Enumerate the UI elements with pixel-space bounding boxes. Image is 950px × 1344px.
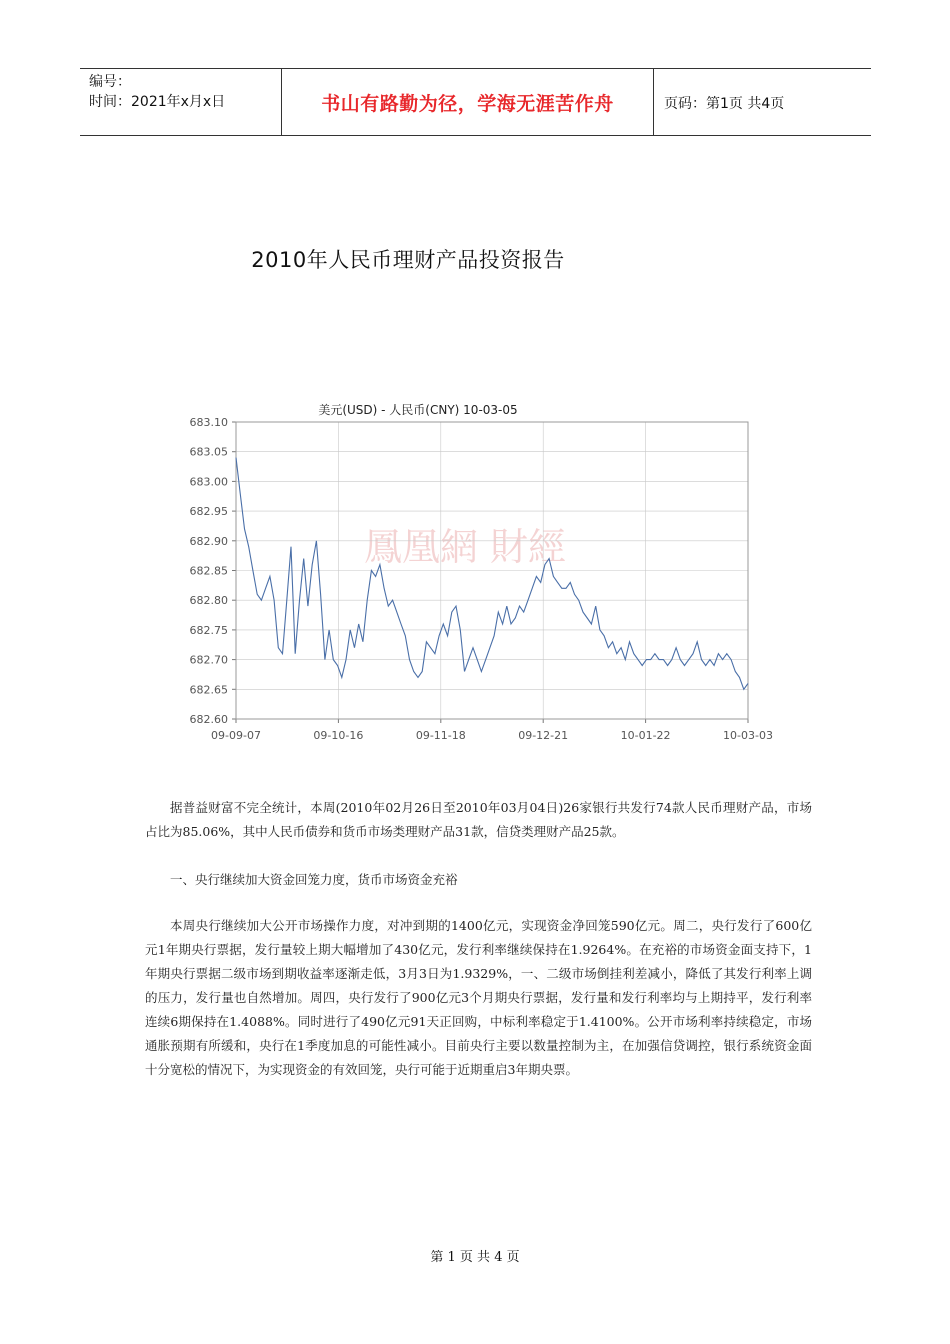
y-tick-label: 683.00 (189, 475, 228, 489)
y-tick-label: 682.70 (189, 653, 228, 667)
header-page-label: 页码：第1页 共4页 (664, 96, 785, 112)
section-heading-1: 一、央行继续加大资金回笼力度，货币市场资金充裕 (170, 872, 458, 887)
y-tick-label: 682.85 (189, 564, 228, 578)
y-tick-label: 682.80 (189, 594, 228, 608)
x-tick-label: 09-09-07 (211, 729, 261, 742)
y-tick-label: 683.05 (189, 445, 228, 459)
chart-title: 美元(USD) - 人民币(CNY) 10-03-05 (318, 403, 518, 417)
usd-cny-series-line (236, 458, 748, 690)
chart-grid (236, 422, 748, 719)
paragraph-central-bank: 本周央行继续加大公开市场操作力度，对冲到期的1400亿元，实现资金净回笼590亿元。周二，央行发行了600亿元1年期央行票据，发行量较上期大幅增加了430亿元，发行利率继续保持在1.9264%。在充裕的市场资金面支持下，1年期央行票据二级市场到期收益率逐渐走低，3月3日为1.9329%，一、二级市场倒挂利差减小，降低了其发行利率上调的压力，发行量也自然增加。周四，央行发行了900亿元3个月期央行票据，发行量和发行利率均与上期持平，发行利率连续6期保持在1.4088%。同时进行了490亿元91天正回购，中标利率稳定于1.4100%。公开市场利率持续稳定，市场通胀预期有所缓和，央行在1季度加息的可能性减小。目前央行主要以数量控制为主，在加强信贷调控，银行系统资金面十分宽松的情况下，为实现资金的有效回笼，央行可能于近期重启3年期央票。 (145, 918, 812, 1077)
header-time-label: 时间：2021年x月x日 (89, 94, 226, 110)
paragraph-summary: 据普益财富不完全统计，本周(2010年02月26日至2010年03月04日)26家银行共发行74款人民币理财产品，市场占比为85.06%，其中人民币债券和货币市场类理财产品31款，信贷类理财产品25款。 (145, 800, 812, 839)
x-axis-ticks (211, 719, 773, 742)
x-tick-label: 10-01-22 (620, 729, 671, 742)
chart-watermark: 鳳凰網 財經 (363, 525, 567, 569)
header-number-label: 编号： (89, 74, 131, 90)
page-footer: 第 1 页 共 4 页 (430, 1250, 520, 1265)
header-motto: 书山有路勤为径，学海无涯苦作舟 (321, 92, 614, 115)
y-tick-label: 682.75 (189, 623, 228, 637)
x-tick-label: 10-03-03 (723, 729, 773, 742)
exchange-rate-chart (170, 392, 780, 752)
y-tick-label: 682.90 (189, 534, 228, 548)
x-tick-label: 09-12-21 (518, 729, 569, 742)
header-meta (89, 72, 225, 112)
header-divider (653, 68, 654, 136)
x-tick-label: 09-11-18 (415, 729, 466, 742)
y-tick-label: 682.65 (189, 683, 228, 697)
y-tick-label: 682.95 (189, 505, 228, 519)
document-title: 2010年人民币理财产品投资报告 (251, 248, 565, 272)
y-axis-ticks (190, 416, 237, 726)
y-tick-label: 682.60 (189, 713, 228, 726)
y-tick-label: 683.10 (189, 416, 228, 429)
x-tick-label: 09-10-16 (313, 729, 364, 742)
